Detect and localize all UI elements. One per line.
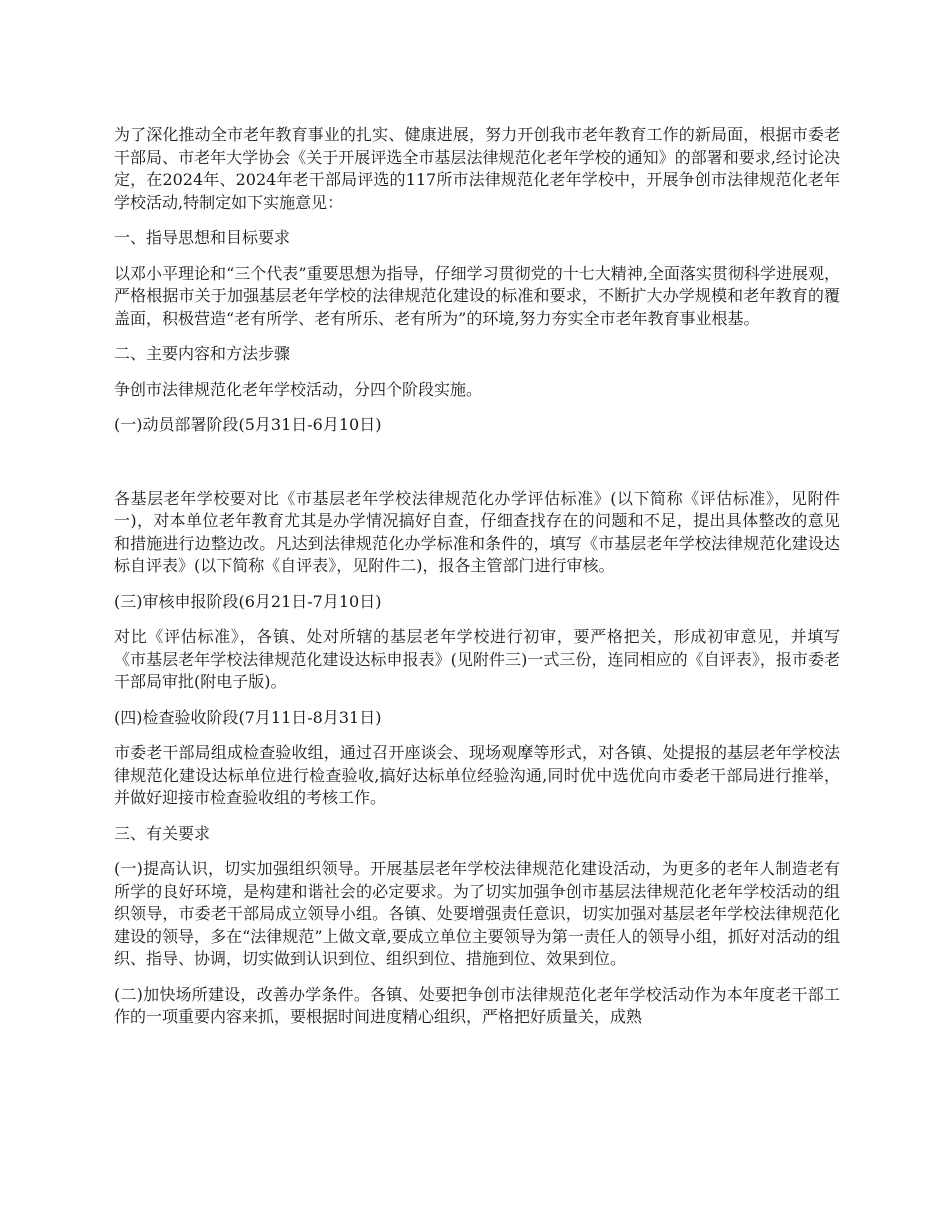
inspection-paragraph: 市委老干部局组成检查验收组，通过召开座谈会、现场观摩等形式，对各镇、处提报的基层老年学校法律规范化建设达标单位进行检查验收,搞好达标单位经验沟通,同时优中选优向市委老干部局进行推举，并做好迎接市检查验收组的考核工作。 [114,743,840,807]
review-paragraph: 对比《评估标准》，各镇、处对所辖的基层老年学校进行初审，要严格把关，形成初审意见，并填写《市基层老年学校法律规范化建设达标申报表》(见附件三)一式三份，连同相应的《自评表》，报市委老干部局审批(附电子版)。 [114,627,840,691]
section-heading-guiding-ideology: 一、指导思想和目标要求 [114,228,291,247]
section-heading-main-content: 二、主要内容和方法步骤 [114,344,291,363]
self-check-paragraph: 各基层老年学校要对比《市基层老年学校法律规范化办学评估标准》(以下简称《评估标准》，见附件一)，对本单位老年教育尤其是办学情况搞好自查，仔细查找存在的问题和不足，提出具体整改的意见和措施进行边整边改。凡达到法律规范化办学标准和条件的，填写《市基层老年学校法律规范化建设达标自评表》(以下简称《自评表》，见附件二)，报各主管部门进行审核。 [114,488,840,575]
guiding-ideology-paragraph: 以邓小平理论和“三个代表”重要思想为指导，仔细学习贯彻党的十七大精神,全面落实贯彻科学进展观，严格根据市关于加强基层老年学校的法律规范化建设的标准和要求，不断扩大办学规模和老年教育的覆盖面，积极营造“老有所学、老有所乐、老有所为”的环境,努力夯实全市老年教育事业根基。 [114,263,840,328]
phase-heading-review: (三)审核申报阶段(6月21日-7月10日) [114,591,382,611]
intro-paragraph: 为了深化推动全市老年教育事业的扎实、健康进展，努力开创我市老年教育工作的新局面，根据市委老干部局、市老年大学协会《关于开展评选全市基层法律规范化老年学校的通知》的部署和要求,经讨论决定，在2024年、2024年老干部局评选的117所市法律规范化老年学校中，开展争创市法律规范化老年学校活动,特制定如下实施意见： [114,125,840,212]
requirement-leadership-paragraph: (一)提高认识，切实加强组织领导。开展基层老年学校法律规范化建设活动，为更多的老年人制造老有所学的良好环境，是构建和谐社会的必定要求。为了切实加强争创市基层法律规范化老年学校活动的组织领导，市委老干部局成立领导小组。各镇、处要增强责任意识，切实加强对基层老年学校法律规范化建设的领导，多在“法律规范”上做文章,要成立单位主要领导为第一责任人的领导小组，抓好对活动的组织、指导、协调，切实做到认识到位、组织到位、措施到位、效果到位。 [114,859,840,968]
phase-heading-mobilization: (一)动员部署阶段(5月31日-6月10日) [114,415,382,434]
section-heading-requirements: 三、有关要求 [114,823,211,843]
requirement-facilities-paragraph: (二)加快场所建设，改善办学条件。各镇、处要把争创市法律规范化老年学校活动作为本年度老干部工作的一项重要内容来抓，要根据时间进度精心组织，严格把好质量关，成熟 [114,984,840,1026]
phase-heading-inspection: (四)检查验收阶段(7月11日-8月31日) [114,707,382,727]
document-body [114,124,840,1029]
phases-intro-paragraph: 争创市法律规范化老年学校活动，分四个阶段实施。 [114,379,483,399]
